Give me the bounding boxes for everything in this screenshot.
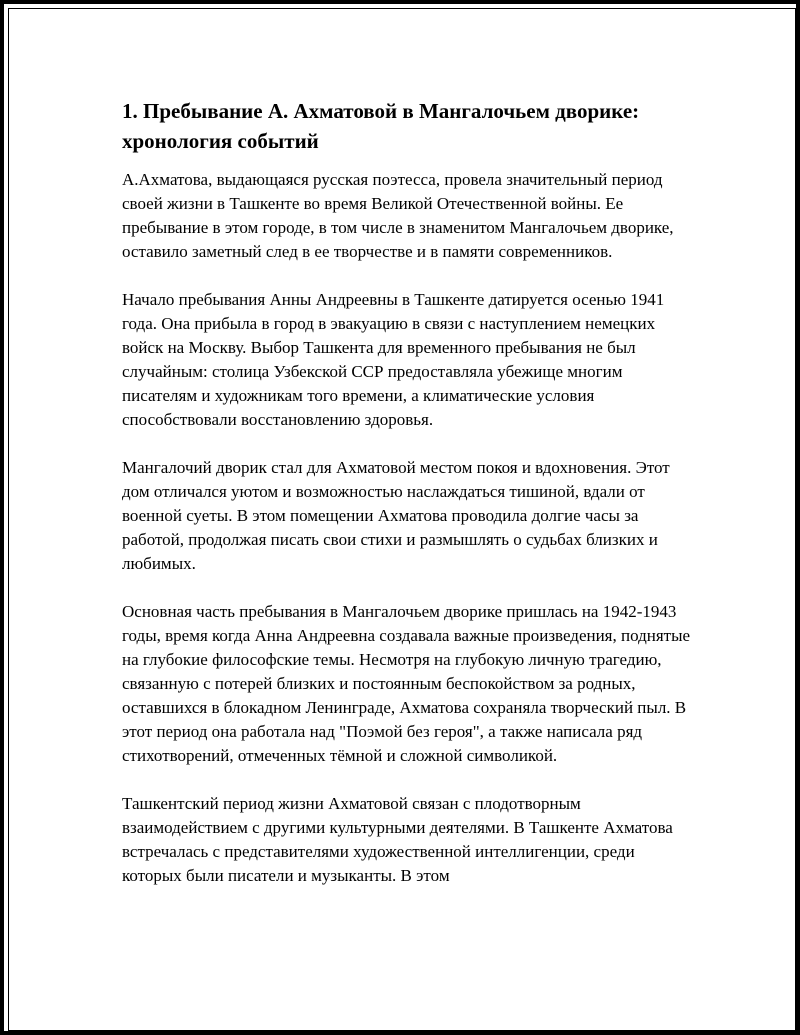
paragraph-intro: А.Ахматова, выдающаяся русская поэтесса, провела значительный период своей жизни в Ташкенте во время Великой Отечественной войны. Ее пребывание в этом городе, в том числе в знаменитом Мангалочьем дворике, оставило заметный след в ее творчестве и в памяти современников.	[122, 170, 674, 261]
paragraph-courtyard: Мангалочий дворик стал для Ахматовой местом покоя и вдохновения. Этот дом отличался уютом и возможностью наслаждаться тишиной, вдали от военной суеты. В этом помещении Ахматова проводила долгие часы за работой, продолжая писать свои стихи и размышлять о судьбах близких и любимых.	[122, 458, 670, 573]
paragraph-arrival: Начало пребывания Анны Андреевны в Ташкенте датируется осенью 1941 года. Она прибыла в город в эвакуацию в связи с наступлением немецких войск на Москву. Выбор Ташкента для временного пребывания не был случайным: столица Узбекской ССР предоставляла убежище многим писателям и художникам того времени, а климатические условия способствовали восстановлению здоровья.	[122, 290, 665, 429]
document-content	[122, 96, 694, 912]
document-title: 1. Пребывание А. Ахматовой в Мангалочьем дворике: хронология событий	[122, 99, 640, 153]
paragraph-cultural-ties: Ташкентский период жизни Ахматовой связан с плодотворным взаимодействием с другими культурными деятелями. В Ташкенте Ахматова встречалась с представителями художественной интеллигенции, среди которых были писатели и музыканты. В этом	[122, 794, 673, 885]
paragraph-main-period: Основная часть пребывания в Мангалочьем дворике пришлась на 1942-1943 годы, время когда Анна Андреевна создавала важные произведения, поднятые на глубокие философские темы. Несмотря на глубокую личную трагедию, связанную с потерей близких и постоянным беспокойством за родных, оставшихся в блокадном Ленинграде, Ахматова сохраняла творческий пыл. В этот период она работала над "Поэмой без героя", а также написала ряд стихотворений, отмеченных тёмной и сложной символикой.	[122, 602, 691, 765]
